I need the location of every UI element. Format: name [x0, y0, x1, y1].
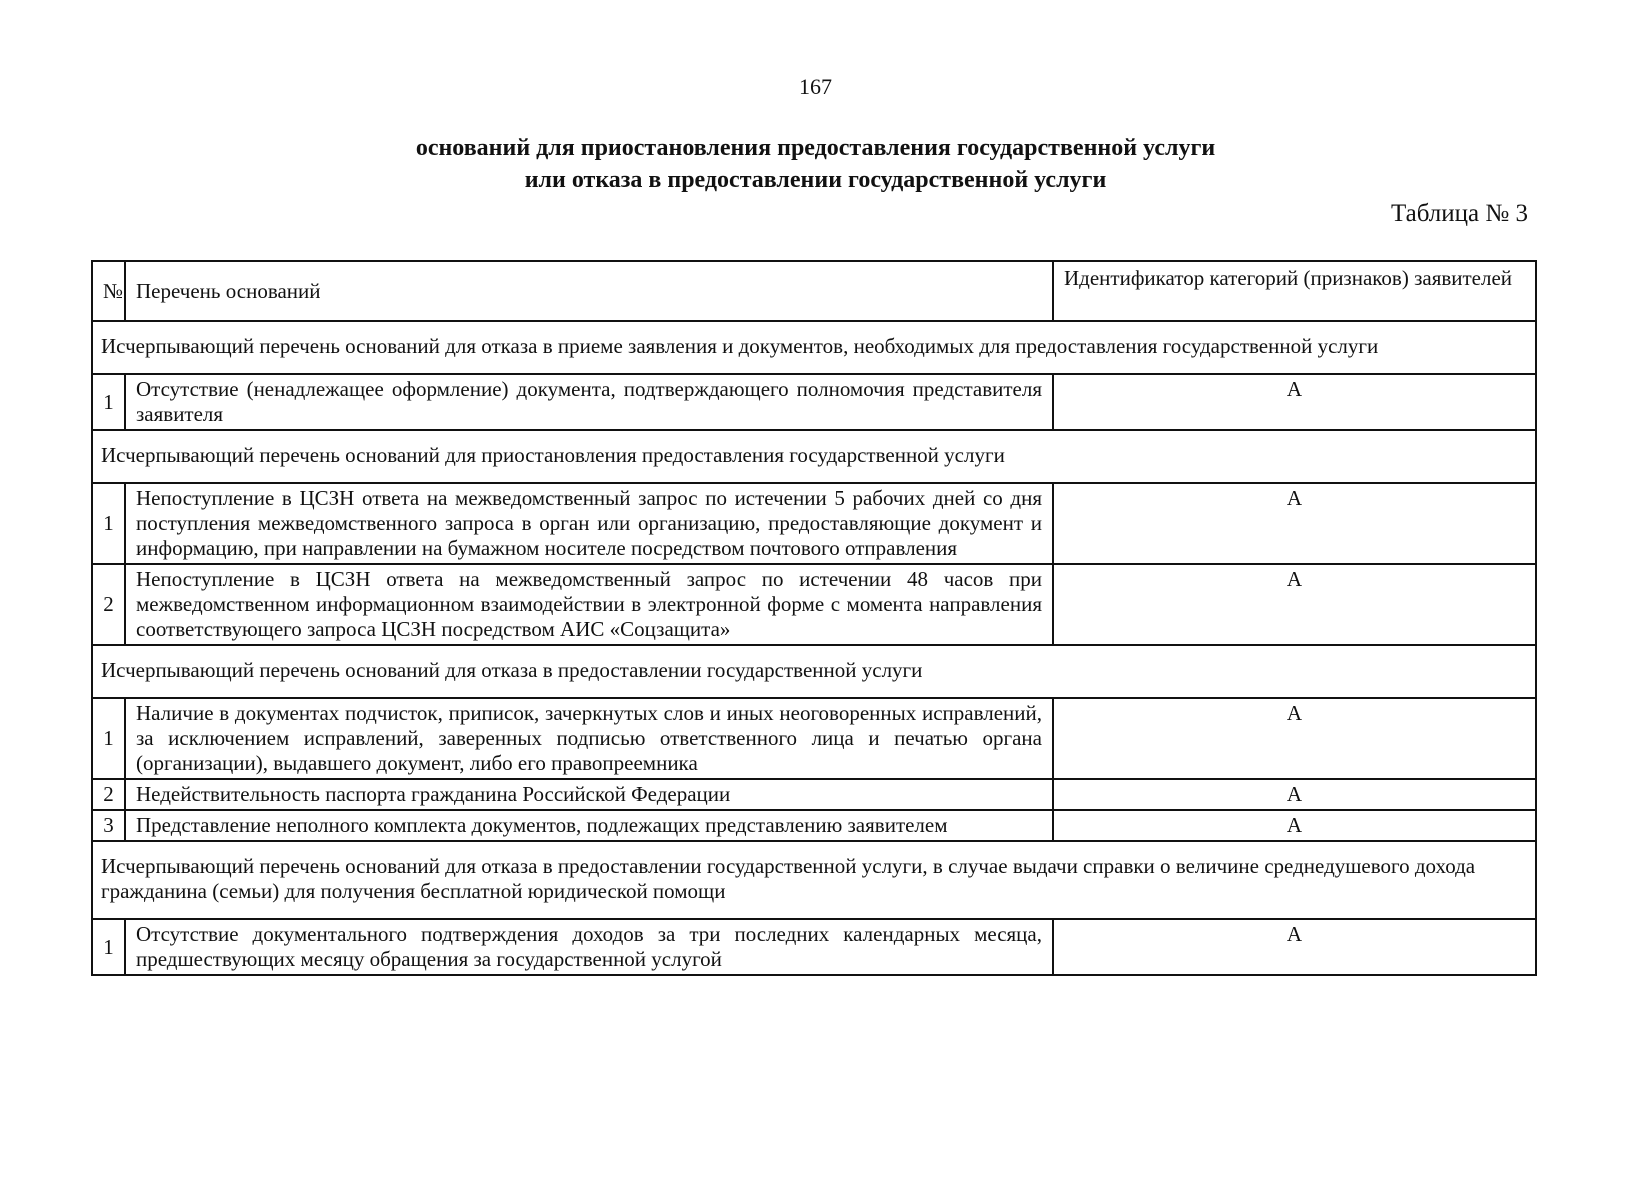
section-row: [92, 430, 1536, 483]
row-number: 1: [92, 483, 125, 564]
table-row: [92, 374, 1536, 430]
section-row: [92, 841, 1536, 919]
row-number: 1: [92, 374, 125, 430]
table-row: [92, 919, 1536, 975]
row-number: 3: [92, 810, 125, 841]
row-category: А: [1053, 564, 1536, 645]
section-title: Исчерпывающий перечень оснований для отказа в предоставлении государственной услуги: [92, 645, 1536, 698]
row-reason: Непоступление в ЦСЗН ответа на межведомственный запрос по истечении 48 часов при межведомственном информационном взаимодействии в электронной форме с момента направления соответствующего запроса ЦСЗН посредством АИС «Соцзащита»: [125, 564, 1053, 645]
section-row: [92, 645, 1536, 698]
section-title: Исчерпывающий перечень оснований для приостановления предоставления государственной услуги: [92, 430, 1536, 483]
table-header-row: [92, 261, 1536, 321]
row-reason: Отсутствие (ненадлежащее оформление) документа, подтверждающего полномочия представителя заявителя: [125, 374, 1053, 430]
row-number: 1: [92, 919, 125, 975]
header-category: Идентификатор категорий (признаков) заявителей: [1053, 261, 1536, 321]
section-title: Исчерпывающий перечень оснований для отказа в приеме заявления и документов, необходимых для предоставления государственной услуги: [92, 321, 1536, 374]
row-reason: Недействительность паспорта гражданина Российской Федерации: [125, 779, 1053, 810]
row-category: А: [1053, 919, 1536, 975]
header-number: №: [92, 261, 125, 321]
row-reason: Непоступление в ЦСЗН ответа на межведомственный запрос по истечении 5 рабочих дней со дня поступления межведомственного запроса в орган или организацию, предоставляющие документ и информацию, при направлении на бумажном носителе посредством почтового отправления: [125, 483, 1053, 564]
row-category: А: [1053, 483, 1536, 564]
section-row: [92, 321, 1536, 374]
section-title: Исчерпывающий перечень оснований для отказа в предоставлении государственной услуги, в случае выдачи справки о величине среднедушевого дохода гражданина (семьи) для получения бесплатной юридической помощи: [92, 841, 1536, 919]
page-number: 167: [799, 74, 832, 99]
document-heading: [0, 132, 1631, 196]
grounds-table: [91, 260, 1537, 976]
row-reason: Представление неполного комплекта документов, подлежащих представлению заявителем: [125, 810, 1053, 841]
header-reasons: Перечень оснований: [125, 261, 1053, 321]
table-row: [92, 779, 1536, 810]
row-number: 1: [92, 698, 125, 779]
table-row: [92, 698, 1536, 779]
table-row: [92, 564, 1536, 645]
row-number: 2: [92, 564, 125, 645]
heading-line-1: оснований для приостановления предоставления государственной услуги: [415, 135, 1216, 161]
table-row: [92, 810, 1536, 841]
row-reason: Отсутствие документального подтверждения доходов за три последних календарных месяца, предшествующих месяцу обращения за государственной услугой: [125, 919, 1053, 975]
row-number: 2: [92, 779, 125, 810]
heading-line-2: или отказа в предоставлении государственной услуги: [524, 167, 1107, 193]
row-category: А: [1053, 374, 1536, 430]
row-category: А: [1053, 779, 1536, 810]
row-reason: Наличие в документах подчисток, приписок, зачеркнутых слов и иных неоговоренных исправлений, за исключением исправлений, заверенных подписью ответственного лица и печатью органа (организации), выдавшего документ, либо его правопреемника: [125, 698, 1053, 779]
row-category: А: [1053, 698, 1536, 779]
table-label: Таблица № 3: [1390, 200, 1528, 227]
row-category: А: [1053, 810, 1536, 841]
table-row: [92, 483, 1536, 564]
